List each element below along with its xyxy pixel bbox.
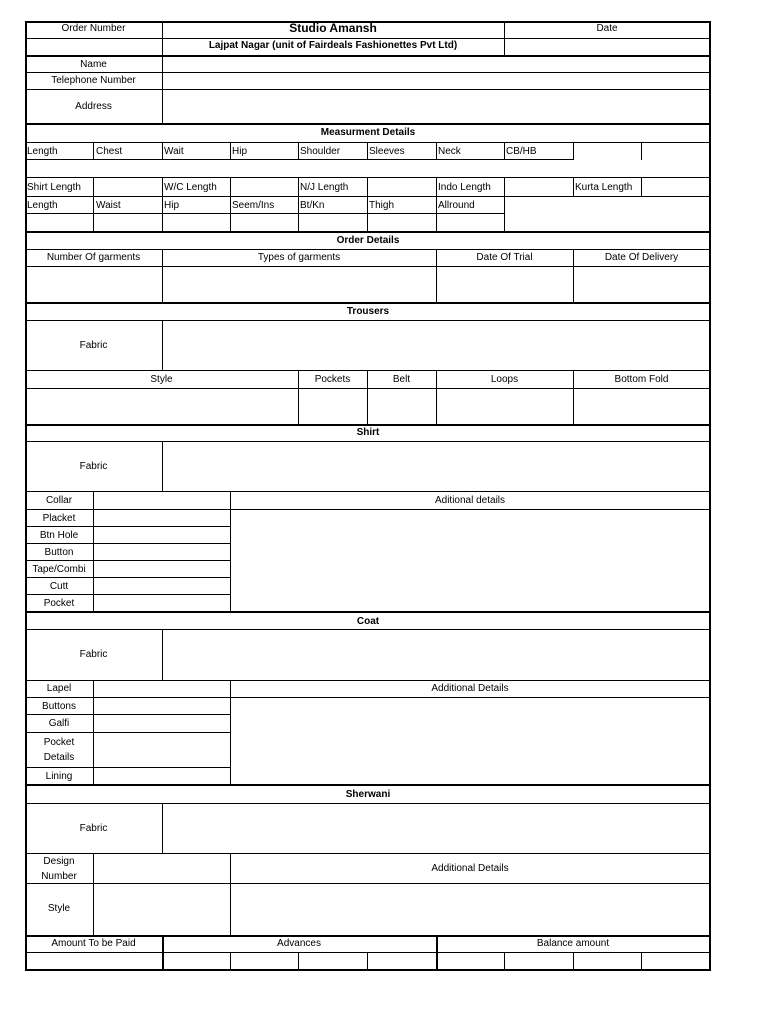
rule-line (25, 784, 711, 786)
rule-line (367, 142, 368, 160)
coat-field-label: Pocket Details (43, 737, 75, 763)
rule-line (436, 196, 437, 231)
rule-line (25, 952, 711, 953)
measurement-title: Measurment Details (320, 127, 416, 138)
rule-line (230, 196, 231, 231)
rule-line (298, 952, 299, 971)
coat-field-label: Buttons (42, 701, 76, 712)
measurement-label: N/J Length (300, 182, 349, 193)
trousers-column-header: Pockets (314, 374, 351, 385)
name-label: Name (80, 59, 107, 70)
sherwani-design-number-label: Design Number (41, 856, 77, 882)
rule-line (367, 196, 368, 231)
order-column-header: Date Of Delivery (604, 252, 679, 263)
sherwani-additional-label: Additional Details (431, 863, 509, 874)
rule-line (25, 142, 711, 143)
measurement-label: Allround (438, 200, 475, 211)
rule-line (641, 177, 642, 196)
order-column-header: Types of garments (257, 252, 341, 263)
rule-line (504, 177, 505, 196)
rule-line (25, 38, 711, 39)
shirt-field-label: Collar (45, 495, 73, 506)
rule-line (573, 177, 574, 196)
rule-line (93, 142, 94, 160)
rule-line (367, 952, 368, 971)
shirt-field-label: Button (44, 547, 74, 558)
balance-amount-label: Balance amount (536, 938, 610, 949)
coat-additional-label: Additional Details (431, 683, 509, 694)
rule-line (25, 231, 711, 233)
order-column-header: Date Of Trial (476, 252, 533, 263)
coat-fabric-label: Fabric (79, 649, 108, 660)
rule-line (162, 55, 163, 123)
rule-line (25, 611, 711, 613)
measurement-label: Chest (96, 146, 123, 157)
trousers-title: Trousers (346, 306, 390, 317)
order-number-label: Order Number (61, 23, 126, 34)
shirt-fabric-label: Fabric (79, 461, 108, 472)
rule-line (25, 560, 231, 561)
trousers-column-header: Style (150, 374, 173, 385)
rule-line (25, 424, 711, 426)
rule-line (230, 142, 231, 160)
rule-line (25, 123, 711, 125)
rule-line (230, 177, 231, 196)
rule-line (25, 320, 711, 321)
rule-line (25, 388, 711, 389)
measurement-label: Shoulder (300, 146, 341, 157)
rule-line (25, 680, 711, 681)
rule-line (573, 142, 574, 160)
shirt-field-label: Tape/Combi (32, 564, 86, 575)
rule-line (25, 302, 711, 304)
rule-line (25, 266, 711, 267)
rule-line (298, 196, 299, 231)
measurement-label: Waist (96, 200, 121, 211)
rule-line (436, 177, 437, 196)
rule-line (25, 714, 231, 715)
rule-line (641, 952, 642, 971)
rule-line (25, 543, 231, 544)
rule-line (93, 196, 94, 231)
shirt-field-label: Placket (42, 513, 76, 524)
rule-line (230, 952, 231, 971)
rule-line (25, 509, 711, 510)
measurement-label: Kurta Length (575, 182, 633, 193)
measurement-label: Seem/Ins (232, 200, 275, 211)
measurement-label: Hip (164, 200, 180, 211)
rule-line (162, 441, 163, 491)
measurement-label: Length (27, 200, 58, 211)
rule-line (25, 89, 711, 90)
rule-line (25, 577, 231, 578)
measurement-label: CB/HB (506, 146, 537, 157)
address-label: Address (75, 101, 112, 112)
rule-line (25, 732, 231, 733)
rule-line (230, 491, 231, 611)
measurement-label: Wait (164, 146, 184, 157)
studio-address: Lajpat Nagar (unit of Fairdeals Fashionettes Pvt Ltd) (208, 40, 458, 51)
rule-line (162, 196, 163, 231)
measurement-label: Sleeves (369, 146, 405, 157)
trousers-column-header: Bottom Fold (614, 374, 669, 385)
rule-line (93, 177, 94, 196)
sherwani-fabric-label: Fabric (79, 823, 108, 834)
rule-line (25, 526, 231, 527)
rule-line (436, 142, 437, 160)
shirt-field-label: Pocket (43, 598, 75, 609)
amount-to-pay-label: Amount To be Paid (51, 938, 136, 949)
rule-line (25, 177, 711, 178)
measurement-label: Thigh (369, 200, 395, 211)
rule-line (25, 629, 711, 630)
rule-line (162, 142, 163, 160)
rule-line (93, 853, 94, 935)
trousers-column-header: Loops (490, 374, 519, 385)
rule-line (162, 803, 163, 853)
rule-line (25, 969, 711, 971)
sherwani-style-label: Style (47, 903, 71, 914)
rule-line (93, 491, 94, 611)
rule-line (25, 935, 711, 937)
rule-line (25, 72, 711, 73)
coat-field-label: Lining (45, 771, 73, 782)
rule-line (25, 767, 231, 768)
telephone-label: Telephone Number (51, 75, 136, 86)
date-label: Date (596, 23, 618, 34)
rule-line (25, 491, 711, 492)
measurement-label: Shirt Length (27, 182, 81, 193)
trousers-fabric-label: Fabric (79, 340, 108, 351)
rule-line (25, 249, 711, 250)
coat-title: Coat (356, 616, 380, 627)
rule-line (504, 952, 505, 971)
rule-line (573, 952, 574, 971)
sherwani-title: Sherwani (345, 789, 391, 800)
rule-line (367, 177, 368, 196)
rule-line (25, 803, 711, 804)
rule-line (298, 142, 299, 160)
rule-line (162, 320, 163, 370)
order-details-title: Order Details (336, 235, 400, 246)
advances-label: Advances (277, 938, 321, 949)
rule-line (25, 883, 711, 884)
trousers-column-header: Belt (392, 374, 411, 385)
rule-line (25, 697, 711, 698)
shirt-field-label: Btn Hole (39, 530, 79, 541)
rule-line (25, 196, 711, 197)
rule-line (162, 177, 163, 196)
shirt-title: Shirt (356, 427, 380, 438)
rule-line (504, 142, 505, 160)
rule-line (25, 441, 711, 442)
rule-line (25, 213, 504, 214)
measurement-label: Bt/Kn (300, 200, 325, 211)
rule-line (25, 370, 711, 371)
order-column-header: Number Of garments (46, 252, 141, 263)
measurement-label: Indo Length (438, 182, 491, 193)
shirt-field-label: Cutt (49, 581, 69, 592)
coat-field-label: Lapel (46, 683, 72, 694)
measurement-label: Length (27, 146, 58, 157)
measurement-label: Neck (438, 146, 461, 157)
tailoring-order-form (25, 21, 711, 971)
rule-line (25, 594, 231, 595)
studio-name: Studio Amansh (289, 21, 377, 35)
rule-line (162, 629, 163, 680)
rule-line (25, 853, 711, 854)
measurement-label: Hip (232, 146, 248, 157)
rule-line (25, 159, 573, 160)
rule-line (298, 177, 299, 196)
rule-line (641, 142, 642, 160)
rule-line (25, 55, 711, 57)
coat-field-label: Galfi (48, 718, 70, 729)
shirt-additional-label: Aditional details (434, 495, 506, 506)
rule-line (504, 196, 505, 231)
measurement-label: W/C Length (164, 182, 217, 193)
